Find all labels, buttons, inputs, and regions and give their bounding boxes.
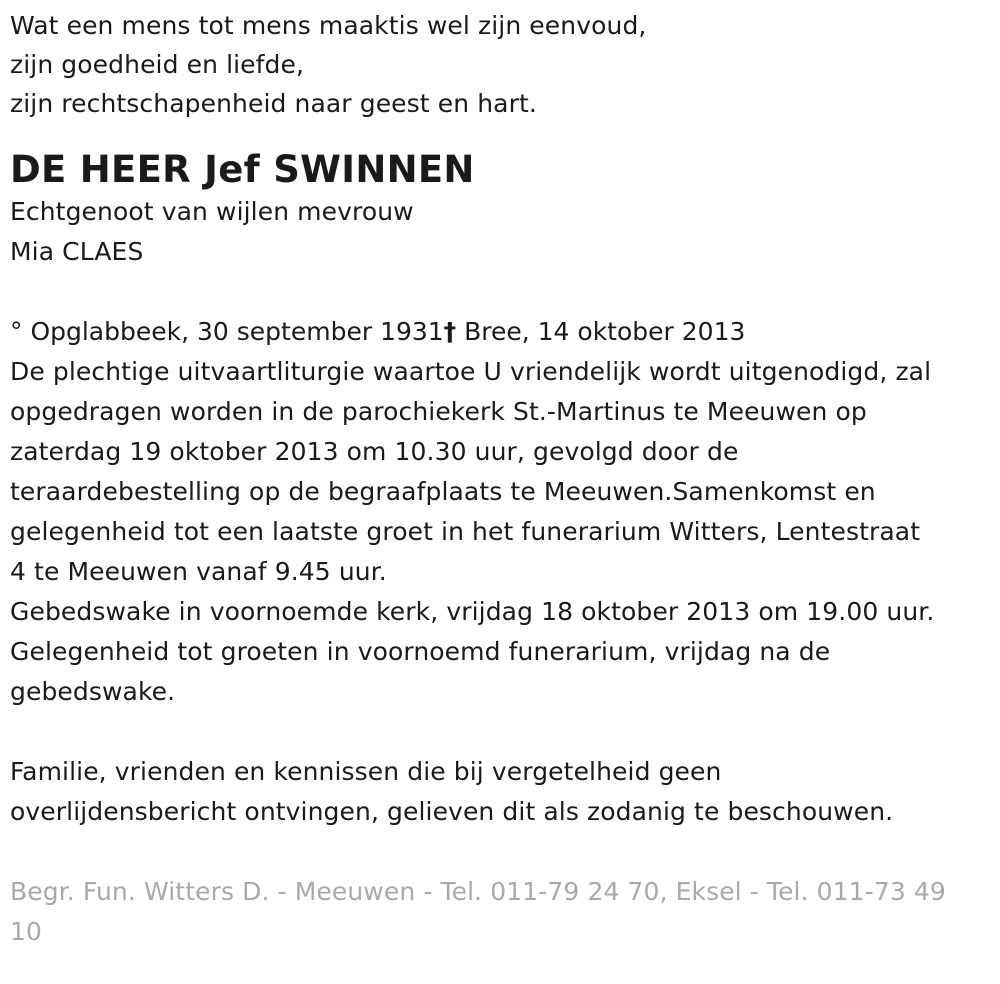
notice-line: overlijdensbericht ontvingen, gelieven dit als zodanig te beschouwen. (10, 797, 894, 826)
family-notice (10, 752, 990, 832)
cross-icon: † (443, 317, 457, 346)
funeral-home-footer (10, 872, 990, 952)
spacer (10, 272, 990, 312)
birth-marker: ° (10, 317, 23, 346)
poem-line: zijn rechtschapenheid naar geest en hart. (10, 89, 537, 118)
birth-date: Opglabbeek, 30 september 1931 (22, 317, 444, 346)
poem-line: zijn goedheid en liefde, (10, 50, 305, 79)
ceremony-details (10, 352, 990, 712)
footer-line: 10 (10, 917, 43, 946)
ceremony-line: 4 te Meeuwen vanaf 9.45 uur. (10, 557, 387, 586)
spacer (10, 712, 990, 752)
poem (10, 6, 990, 123)
spacer (10, 832, 990, 872)
ceremony-line: teraardebestelling op de begraafplaats te Meeuwen.Samenkomst en (10, 477, 876, 506)
poem-line: Wat een mens tot mens maaktis wel zijn eenvoud, (10, 11, 647, 40)
deceased-name: DE HEER Jef SWINNEN (10, 148, 475, 191)
ceremony-line: De plechtige uitvaartliturgie waartoe U vriendelijk wordt uitgenodigd, zal (10, 357, 932, 386)
ceremony-line: Gebedswake in voornoemde kerk, vrijdag 18 oktober 2013 om 19.00 uur. (10, 597, 935, 626)
death-date: Bree, 14 oktober 2013 (456, 317, 746, 346)
ceremony-line: zaterdag 19 oktober 2013 om 10.30 uur, gevolgd door de (10, 437, 739, 466)
life-dates (10, 312, 990, 352)
notice-line: Familie, vrienden en kennissen die bij vergetelheid geen (10, 757, 722, 786)
relation-line: Echtgenoot van wijlen mevrouw (10, 197, 414, 226)
footer-line: Begr. Fun. Witters D. - Meeuwen - Tel. 011-79 24 70, Eksel - Tel. 011-73 49 (10, 877, 946, 906)
ceremony-line: gelegenheid tot een laatste groet in het funerarium Witters, Lentestraat (10, 517, 921, 546)
ceremony-line: Gelegenheid tot groeten in voornoemd funerarium, vrijdag na de (10, 637, 831, 666)
ceremony-line: opgedragen worden in de parochiekerk St.-Martinus te Meeuwen op (10, 397, 867, 426)
ceremony-line: gebedswake. (10, 677, 176, 706)
spouse-name: Mia CLAES (10, 237, 144, 266)
